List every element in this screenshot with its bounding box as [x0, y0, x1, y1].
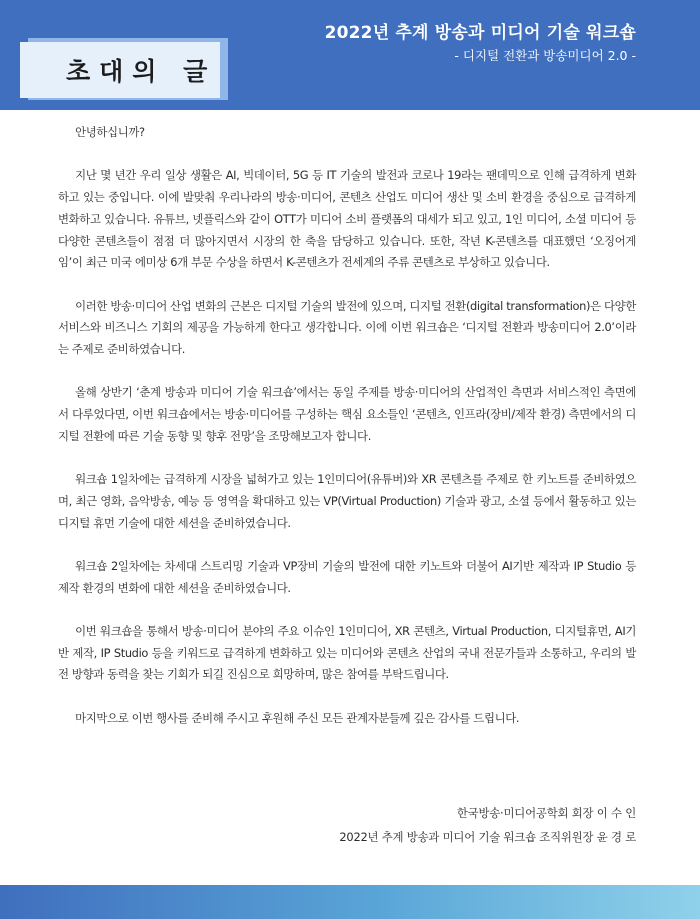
paragraph-6: 이번 워크숍을 통해서 방송·미디어 분야의 주요 이슈인 1인미디어, XR 콘텐츠, Virtual Production, 디지털휴먼, AI기반 제작, IP Studio 등을 키워드로 급격하게 변화하고 있는 미디어와 콘텐츠 산업의 국내 전문가들과 소통하고, 우리의 발전 방향과 동력을 찾는 기회가 되길 진심으로 희망하며, 많은 참여를 부탁드립니다.	[58, 624, 636, 682]
paragraph-7: 마지막으로 이번 행사를 준비해 주시고 후원해 주신 모든 관계자분들께 깊은 감사를 드립니다.	[75, 710, 520, 725]
event-title: 2022년 추계 방송과 미디어 기술 워크숍	[324, 23, 636, 43]
paragraph-2: 이러한 방송·미디어 산업 변화의 근본은 디지털 기술의 발전에 있으며, 디지털 전환(digital transformation)은 다양한 서비스와 비즈니스 기회의 제공을 가능하게 한다고 생각합니다. 이에 이번 워크숍은 ‘디지털 전환과 방송미디어 2.0’이라는 주제로 준비하였습니다.	[58, 298, 636, 356]
paragraph-4: 워크숍 1일차에는 급격하게 시장을 넓혀가고 있는 1인미디어(유튜버)와 XR 콘텐츠를 주제로 한 키노트를 준비하였으며, 최근 영화, 음악방송, 예능 등 영역을 확대하고 있는 VP(Virtual Production) 기술과 광고, 소셜 등에서 활동하고 있는 디지털 휴먼 기술에 대한 세션을 준비하였습니다.	[58, 472, 636, 530]
signature-chair: 2022년 추계 방송과 미디어 기술 워크숍 조직위원장 윤 경 로	[339, 830, 636, 844]
paragraph-1: 지난 몇 년간 우리 일상 생활은 AI, 빅데이터, 5G 등 IT 기술의 발전과 코로나 19라는 팬데믹으로 인해 급격하게 변화하고 있는 중입니다. 이에 발맞춰 우리나라의 방송·미디어, 콘텐츠 산업도 미디어 생산 및 소비 환경을 중심으로 급격하게 변화하고 있습니다. 유튜브, 넷플릭스와 같이 OTT가 미디어 소비 플랫폼의 대세가 되고 있고, 1인 미디어, 소셜 미디어 등 다양한 콘텐츠들이 점점 더 많아지면서 시장의 한 축을 담당하고 있습니다. 또한, 작년 K-콘텐츠를 대표했던 ‘오징어게임’이 최근 미국 에미상 6개 부문 수상을 하면서 K-콘텐츠가 전세계의 주류 콘텐츠로 부상하고 있습니다.	[58, 168, 636, 270]
paragraph-3: 올해 상반기 ‘춘계 방송과 미디어 기술 워크숍’에서는 동일 주제를 방송·미디어의 산업적인 측면과 서비스적인 측면에서 다루었다면, 이번 워크숍에서는 방송·미디어를 구성하는 핵심 요소들인 ‘콘텐츠, 인프라(장비/제작 환경) 측면에서의 디지털 전환에 따른 기술 동향 및 향후 전망’을 조망해보고자 합니다.	[58, 385, 636, 443]
paragraph-5: 워크숍 2일차에는 차세대 스트리밍 기술과 VP장비 기술의 발전에 대한 키노트와 더불어 AI기반 제작과 IP Studio 등 제작 환경의 변화에 대한 세션을 준비하였습니다.	[58, 558, 636, 595]
event-subtitle: - 디지털 전환과 방송미디어 2.0 -	[454, 48, 636, 63]
signature-block	[339, 801, 636, 849]
letter-body	[58, 122, 636, 751]
greeting: 안녕하십니까?	[75, 125, 145, 139]
footer-band	[0, 885, 700, 919]
signature-president: 한국방송·미디어공학회 회장 이 수 인	[456, 806, 636, 820]
section-title: 초대의 글	[66, 57, 217, 86]
